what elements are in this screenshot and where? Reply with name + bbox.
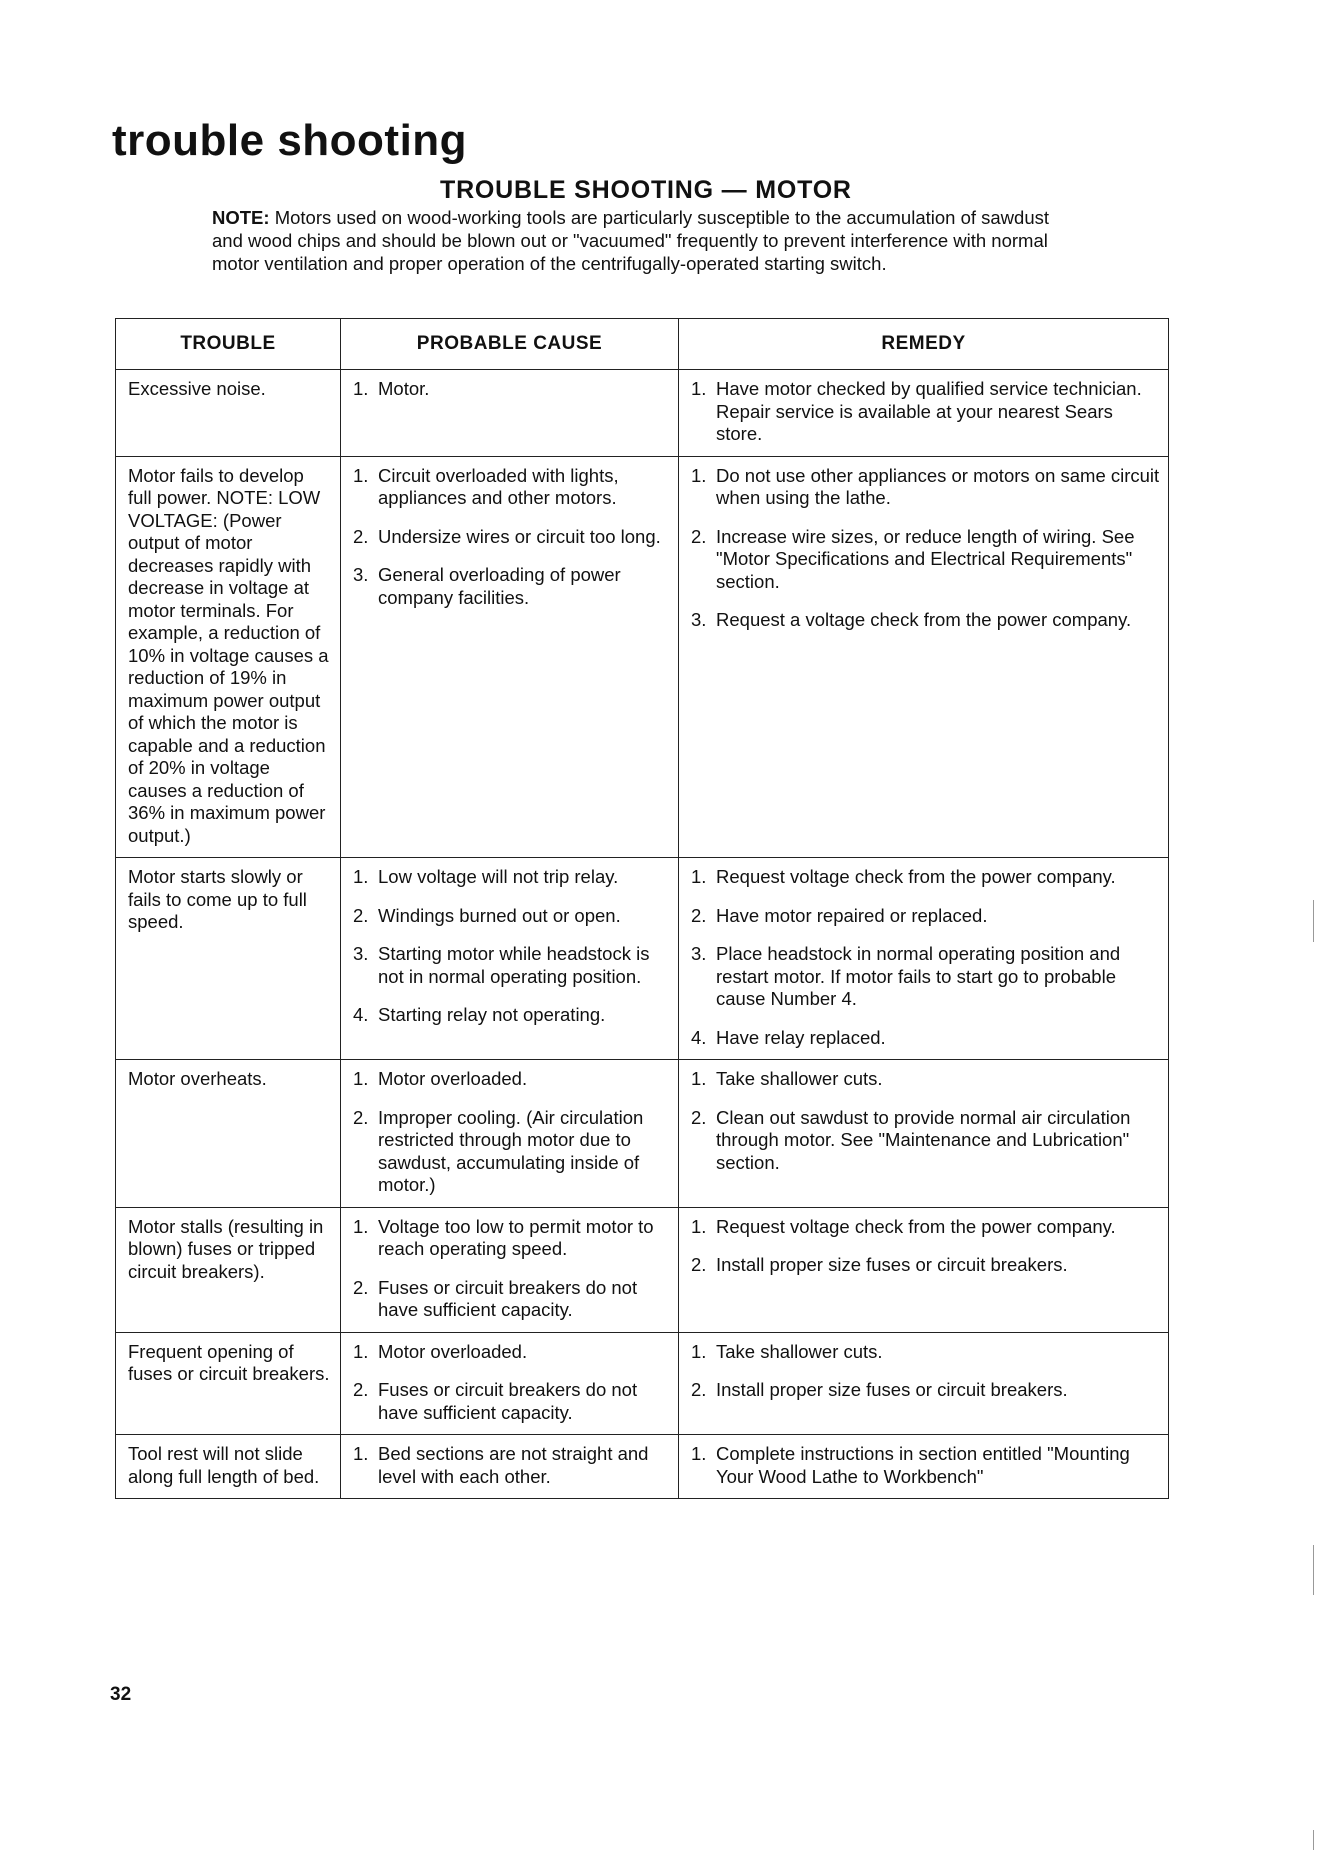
remedy-cell	[679, 1332, 1169, 1435]
remedy-item	[691, 1027, 1160, 1050]
remedy-text: Have relay replaced.	[716, 1026, 886, 1048]
cause-item	[353, 1443, 670, 1488]
remedy-item	[691, 378, 1160, 446]
header-remedy: REMEDY	[679, 319, 1169, 370]
remedy-text: Request voltage check from the power company.	[716, 1215, 1116, 1237]
cause-item	[353, 1379, 670, 1424]
remedy-item	[691, 1379, 1160, 1402]
remedy-number: 1.	[691, 866, 707, 887]
trouble-cell	[116, 1207, 341, 1332]
remedy-text: Take shallower cuts.	[716, 1340, 883, 1362]
remedy-text: Request voltage check from the power company.	[716, 866, 1116, 887]
remedy-item	[691, 1254, 1160, 1277]
remedy-text: Do not use other appliances or motors on same circuit when using the lathe.	[716, 464, 1160, 508]
trouble-cell	[116, 370, 341, 457]
trouble-cell	[116, 456, 341, 858]
cause-text: Circuit overloaded with lights, appliances and other motors.	[378, 464, 619, 508]
cause-text: Bed sections are not straight and level with each other.	[378, 1443, 649, 1487]
trouble-text: Motor starts slowly or fails to come up to full speed.	[128, 866, 307, 932]
remedy-cell	[679, 370, 1169, 457]
probable-cause-cell	[341, 370, 679, 457]
table-row	[116, 1060, 1169, 1208]
cause-number: 3.	[353, 943, 369, 964]
trouble-text: Motor overheats.	[128, 1068, 267, 1089]
cause-text: Starting relay not operating.	[378, 1004, 606, 1025]
remedy-cell	[679, 1207, 1169, 1332]
table-row	[116, 370, 1169, 457]
cause-text: Motor.	[378, 378, 430, 399]
cause-item	[353, 943, 670, 988]
remedy-text: Request a voltage check from the power company.	[716, 609, 1132, 630]
trouble-text: Motor stalls (resulting in blown) fuses or tripped circuit breakers).	[128, 1215, 324, 1282]
table-row	[116, 456, 1169, 858]
remedy-cell	[679, 456, 1169, 858]
remedy-item	[691, 905, 1160, 928]
remedy-number: 1.	[691, 1215, 707, 1237]
remedy-text: Install proper size fuses or circuit breakers.	[716, 1254, 1068, 1275]
remedy-item	[691, 1443, 1160, 1488]
remedy-item	[691, 1341, 1160, 1364]
remedy-number: 2.	[691, 1379, 707, 1400]
probable-cause-cell	[341, 1207, 679, 1332]
page-number: 32	[110, 1684, 132, 1705]
cause-item	[353, 1277, 670, 1322]
remedy-text: Have motor checked by qualified service technician. Repair service is available at your nearest Sears store.	[716, 378, 1142, 444]
remedy-item	[691, 526, 1160, 594]
cause-text: Improper cooling. (Air circulation restricted through motor due to sawdust, accumulating inside of motor.)	[378, 1106, 644, 1195]
remedy-number: 3.	[691, 943, 707, 964]
trouble-text: Excessive noise.	[128, 378, 266, 399]
remedy-number: 4.	[691, 1026, 707, 1048]
page-heading: trouble shooting	[112, 116, 468, 165]
cause-number: 1.	[353, 378, 369, 399]
remedy-number: 2.	[691, 1106, 707, 1128]
cause-number: 1.	[353, 1340, 369, 1362]
cause-number: 1.	[353, 1443, 369, 1464]
section-title: TROUBLE SHOOTING — MOTOR	[440, 176, 852, 204]
remedy-text: Place headstock in normal operating position and restart motor. If motor fails to start go to probable cause Number 4.	[716, 943, 1121, 1009]
cause-item	[353, 564, 670, 609]
remedy-text: Increase wire sizes, or reduce length of wiring. See "Motor Specifications and Electrical Requirements" section.	[716, 525, 1135, 592]
remedy-text: Install proper size fuses or circuit breakers.	[716, 1379, 1068, 1400]
cause-item	[353, 526, 670, 549]
cause-text: General overloading of power company facilities.	[378, 564, 621, 608]
remedy-item	[691, 609, 1160, 632]
cause-number: 1.	[353, 1215, 369, 1237]
scan-edge-mark	[1313, 900, 1314, 942]
cause-item	[353, 866, 670, 889]
remedy-item	[691, 465, 1160, 510]
cause-text: Starting motor while headstock is not in normal operating position.	[378, 943, 650, 987]
cause-number: 1.	[353, 1068, 369, 1089]
probable-cause-cell	[341, 858, 679, 1060]
cause-number: 1.	[353, 464, 369, 486]
cause-item	[353, 465, 670, 510]
header-trouble: TROUBLE	[116, 319, 341, 370]
trouble-text: Frequent opening of fuses or circuit breakers.	[128, 1340, 330, 1384]
table-row	[116, 1207, 1169, 1332]
remedy-text: Take shallower cuts.	[716, 1068, 883, 1089]
table-row	[116, 858, 1169, 1060]
cause-text: Low voltage will not trip relay.	[378, 866, 619, 887]
trouble-text: Tool rest will not slide along full length of bed.	[128, 1443, 320, 1487]
table-header-row	[116, 319, 1169, 370]
remedy-cell	[679, 858, 1169, 1060]
trouble-cell	[116, 858, 341, 1060]
remedy-number: 1.	[691, 1068, 707, 1089]
cause-text: Voltage too low to permit motor to reach operating speed.	[378, 1215, 654, 1259]
cause-item	[353, 905, 670, 928]
remedy-number: 1.	[691, 1340, 707, 1362]
remedy-number: 2.	[691, 525, 707, 547]
cause-number: 3.	[353, 564, 369, 585]
probable-cause-cell	[341, 456, 679, 858]
remedy-item	[691, 1068, 1160, 1091]
cause-number: 2.	[353, 904, 369, 926]
remedy-item	[691, 1216, 1160, 1239]
trouble-shooting-table	[115, 318, 1169, 1499]
probable-cause-cell	[341, 1435, 679, 1499]
cause-number: 2.	[353, 1276, 369, 1298]
table-row	[116, 1332, 1169, 1435]
remedy-cell	[679, 1435, 1169, 1499]
trouble-cell	[116, 1332, 341, 1435]
cause-text: Motor overloaded.	[378, 1340, 528, 1362]
cause-number: 2.	[353, 1379, 369, 1400]
note-label: NOTE:	[212, 207, 270, 228]
remedy-number: 1.	[691, 1443, 707, 1464]
cause-text: Windings burned out or open.	[378, 904, 621, 926]
probable-cause-cell	[341, 1060, 679, 1208]
remedy-number: 2.	[691, 1254, 707, 1275]
header-probable-cause: PROBABLE CAUSE	[341, 319, 679, 370]
cause-item	[353, 1004, 670, 1027]
remedy-cell	[679, 1060, 1169, 1208]
cause-item	[353, 1068, 670, 1091]
remedy-text: Have motor repaired or replaced.	[716, 904, 988, 926]
scan-edge-mark	[1313, 1545, 1314, 1595]
table-body	[116, 370, 1169, 1499]
remedy-number: 2.	[691, 904, 707, 926]
cause-text: Fuses or circuit breakers do not have sufficient capacity.	[378, 1276, 638, 1320]
table-row	[116, 1435, 1169, 1499]
cause-item	[353, 1107, 670, 1197]
cause-number: 2.	[353, 1106, 369, 1128]
cause-text: Motor overloaded.	[378, 1068, 528, 1089]
cause-number: 4.	[353, 1004, 369, 1025]
remedy-item	[691, 1107, 1160, 1175]
cause-number: 2.	[353, 525, 369, 547]
trouble-text: Motor fails to develop full power. NOTE: LOW VOLTAGE: (Power output of motor decreases rapidly with decrease in voltage at motor terminals. For example, a reduction of 10% in voltage causes a reduction of 19% in maximum power output of which the motor is capable and a reduction of 20% in voltage causes a reduction of 36% in maximum power output.)	[128, 464, 329, 846]
remedy-text: Complete instructions in section entitled "Mounting Your Wood Lathe to Workbench"	[716, 1443, 1130, 1487]
trouble-cell	[116, 1060, 341, 1208]
remedy-number: 1.	[691, 464, 707, 486]
remedy-number: 3.	[691, 609, 707, 630]
probable-cause-cell	[341, 1332, 679, 1435]
remedy-number: 1.	[691, 378, 707, 399]
remedy-item	[691, 866, 1160, 889]
cause-text: Undersize wires or circuit too long.	[378, 525, 661, 547]
trouble-cell	[116, 1435, 341, 1499]
cause-number: 1.	[353, 866, 369, 887]
motor-note	[212, 206, 1072, 275]
cause-text: Fuses or circuit breakers do not have sufficient capacity.	[378, 1379, 638, 1423]
cause-item	[353, 1216, 670, 1261]
remedy-item	[691, 943, 1160, 1011]
note-text: Motors used on wood-working tools are particularly susceptible to the accumulation of sawdust and wood chips and should be blown out or "vacuumed" frequently to prevent interference with normal motor ventilation and proper operation of the centrifugally-operated starting switch.	[212, 207, 1050, 274]
remedy-text: Clean out sawdust to provide normal air circulation through motor. See "Maintenance and Lubrication" section.	[716, 1106, 1131, 1173]
cause-item	[353, 1341, 670, 1364]
scan-edge-mark	[1313, 1830, 1314, 1850]
cause-item	[353, 378, 670, 401]
